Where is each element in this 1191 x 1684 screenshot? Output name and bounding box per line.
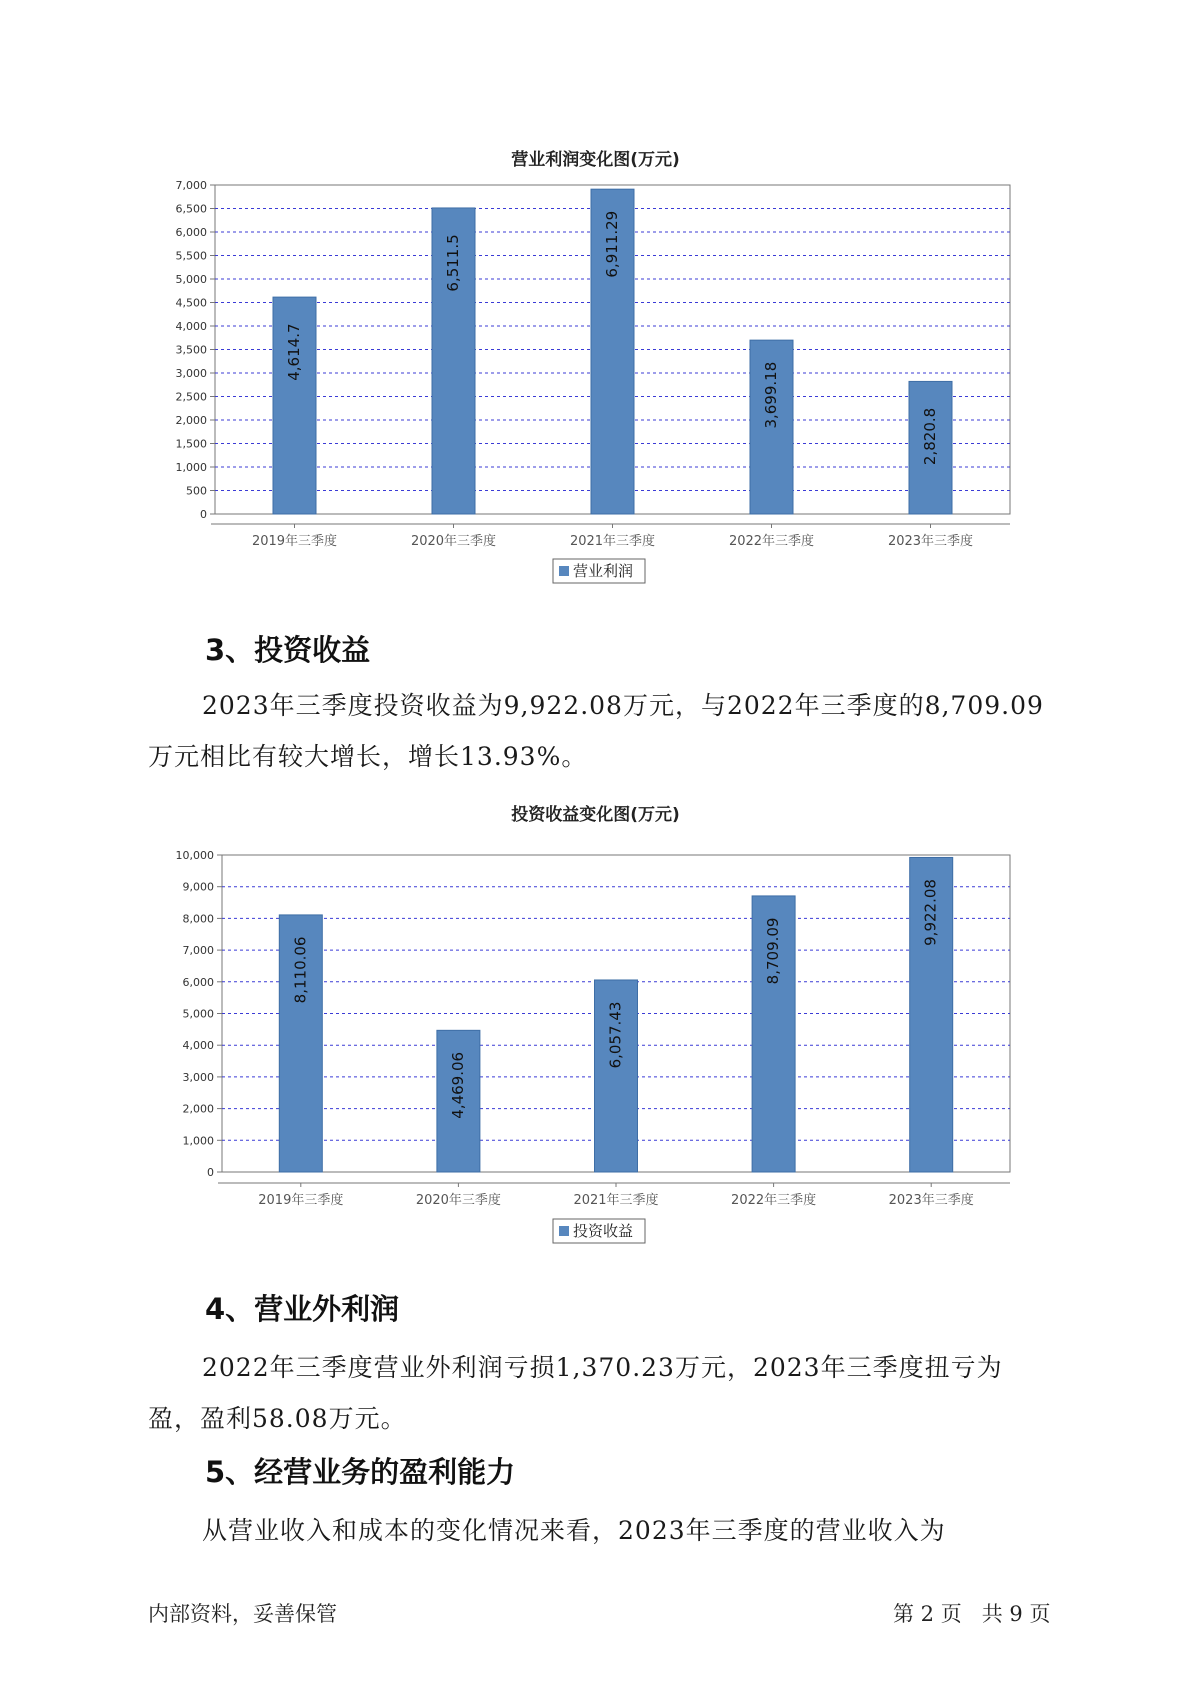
y-tick-label: 6,000 [175, 226, 207, 239]
x-tick-label: 2020年三季度 [410, 534, 497, 549]
y-tick-label: 9,000 [182, 880, 214, 894]
y-tick-label: 4,000 [175, 320, 207, 333]
y-tick-label: 0 [207, 1166, 214, 1179]
y-tick-label: 7,000 [175, 179, 207, 192]
y-tick-label: 500 [186, 484, 207, 498]
legend-label: 投资收益 [573, 1222, 634, 1240]
y-tick-label: 7,000 [182, 944, 214, 958]
y-tick-label: 5,000 [182, 1007, 214, 1021]
x-tick-label: 2020年三季度 [415, 1193, 501, 1208]
x-tick-label: 2022年三季度 [728, 534, 815, 549]
y-tick-label: 5,000 [175, 273, 207, 286]
bar-data-label: 2,820.8 [921, 407, 939, 466]
section-heading-non-operating-profit: 4、营业外利润 [205, 1292, 400, 1326]
y-tick-label: 6,000 [182, 975, 214, 989]
footer-page-number: 第 2 页 共 9 页 [893, 1602, 1051, 1626]
y-tick-label: 8,000 [182, 912, 214, 926]
legend-swatch [559, 1226, 569, 1236]
x-tick-label: 2021年三季度 [573, 1193, 659, 1208]
section-heading-profitability: 5、经营业务的盈利能力 [205, 1455, 516, 1489]
y-tick-label: 2,000 [182, 1102, 214, 1116]
y-tick-label: 3,000 [182, 1070, 214, 1084]
x-tick-label: 2021年三季度 [569, 534, 656, 549]
x-tick-label: 2023年三季度 [888, 1193, 974, 1208]
bar-data-label: 6,057.43 [606, 1001, 625, 1069]
bar-data-label: 6,511.5 [444, 234, 462, 292]
bar-data-label: 4,469.06 [448, 1051, 467, 1119]
x-tick-label: 2023年三季度 [887, 534, 974, 549]
y-tick-label: 1,000 [182, 1134, 214, 1148]
y-tick-label: 3,500 [175, 343, 207, 357]
section-paragraph-non-operating-profit: 2022年三季度营业外利润亏损1,370.23万元，2023年三季度扭亏为盈，盈利58.08万元。 [148, 1353, 1003, 1433]
section-paragraph-profitability: 从营业收入和成本的变化情况来看，2023年三季度的营业收入为 [202, 1516, 946, 1545]
y-tick-label: 5,500 [175, 249, 207, 263]
chart-title-operating-profit: 营业利润变化图(万元) [511, 150, 680, 170]
y-tick-label: 2,500 [175, 390, 207, 404]
section-paragraph-investment-income: 2023年三季度投资收益为9,922.08万元，与2022年三季度的8,709.09万元相比有较大增长，增长13.93%。 [148, 691, 1044, 771]
footer-confidential-note: 内部资料，妥善保管 [148, 1602, 337, 1626]
x-tick-label: 2019年三季度 [258, 1193, 344, 1208]
y-tick-label: 3,000 [175, 367, 207, 380]
y-tick-label: 0 [200, 508, 207, 521]
bar-data-label: 8,110.06 [291, 936, 310, 1004]
x-tick-label: 2019年三季度 [251, 534, 338, 549]
y-tick-label: 1,000 [175, 461, 207, 474]
y-tick-label: 2,000 [175, 414, 207, 427]
y-tick-label: 6,500 [175, 202, 207, 216]
y-tick-label: 10,000 [175, 849, 214, 862]
bar-data-label: 6,911.29 [603, 210, 621, 278]
y-tick-label: 4,500 [175, 296, 207, 310]
x-tick-label: 2022年三季度 [731, 1193, 817, 1208]
chart-title-investment-income: 投资收益变化图(万元) [511, 805, 680, 825]
bar-data-label: 3,699.18 [762, 361, 780, 429]
bar-data-label: 4,614.7 [285, 323, 303, 381]
y-tick-label: 1,500 [175, 437, 207, 451]
bar-data-label: 9,922.08 [921, 879, 940, 946]
bar-data-label: 8,709.09 [764, 917, 783, 985]
section-heading-investment-income: 3、投资收益 [205, 633, 371, 667]
legend-label: 营业利润 [573, 562, 634, 580]
y-tick-label: 4,000 [182, 1039, 214, 1053]
